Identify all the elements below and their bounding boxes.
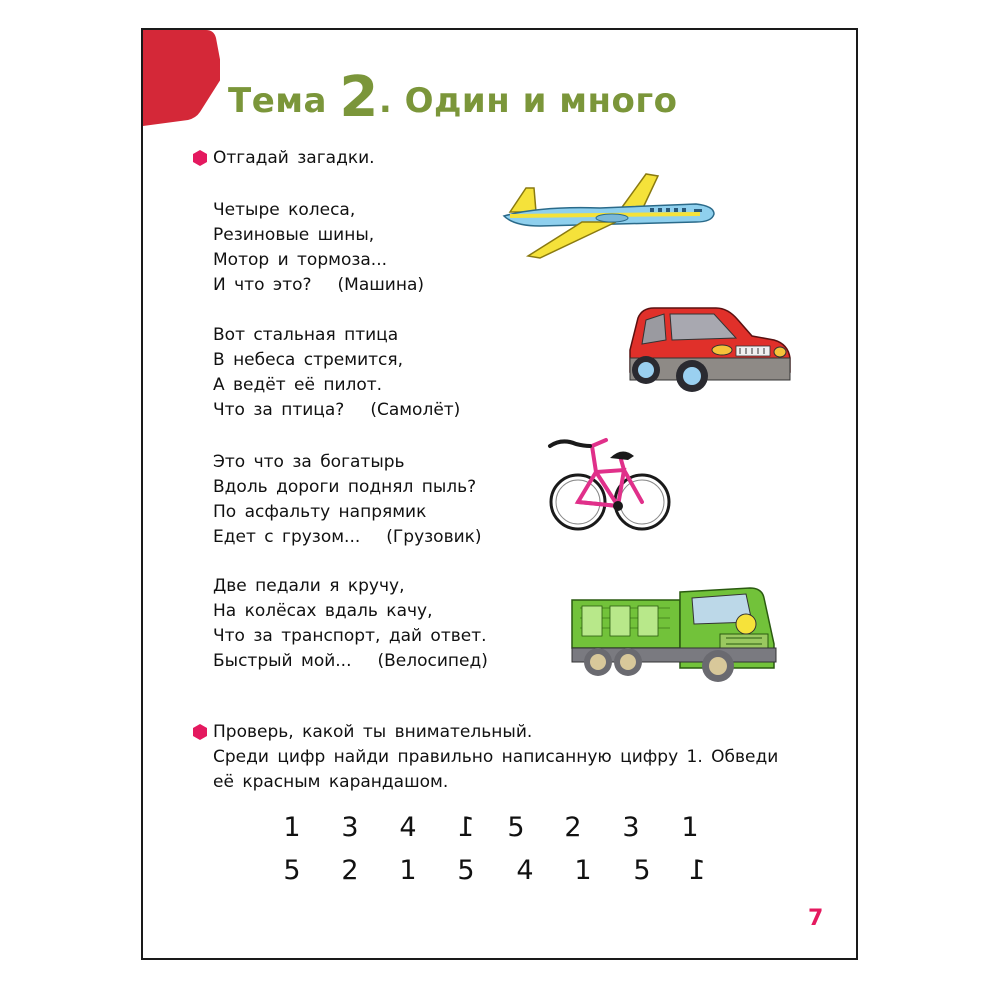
task2-instruction: Проверь, какой ты внимательный. [213,722,533,742]
page-title: Тема 2. Один и много [228,65,678,130]
bicycle-illustration [544,434,674,534]
airplane-illustration [500,172,720,262]
digit[interactable]: 1 [681,812,699,843]
riddle-answer: (Велосипед) [377,651,488,671]
task2-text-line1: Среди цифр найди правильно написанную цифру 1. Обведи [213,747,779,767]
corner-decoration [0,0,220,130]
digit[interactable]: 2 [564,812,582,843]
truck-illustration [570,584,792,694]
digit[interactable]: 1 [399,855,417,886]
digit-mirrored[interactable]: 1 [688,855,706,886]
digit[interactable]: 4 [516,855,534,886]
digit[interactable]: 5 [633,855,651,886]
digits-row-1 [0,812,1000,848]
riddle-1: Четыре колеса, Резиновые шины, Мотор и тормоза... И что это? (Машина) [213,200,425,295]
hexagon-bullet-icon [192,724,208,740]
digit[interactable]: 3 [341,812,359,843]
hexagon-bullet-icon [192,150,208,166]
digit[interactable]: 1 [283,812,301,843]
riddle-4: Две педали я кручу, На колёсах вдаль качу, Что за транспорт, дай ответ. Быстрый мой... (Велосипед) [213,576,488,671]
riddle-2: Вот стальная птица В небеса стремится, А ведёт её пилот. Что за птица? (Самолёт) [213,325,461,420]
riddle-3: Это что за богатырь Вдоль дороги поднял пыль? По асфальту напрямик Едет с грузом... (Грузовик) [213,452,482,547]
task2-text-line2: её красным карандашом. [213,772,449,792]
page-number: 7 [808,906,824,931]
riddle-answer: (Машина) [337,275,425,295]
digit[interactable]: 2 [341,855,359,886]
riddle-answer: (Грузовик) [386,527,482,547]
digit[interactable]: 3 [622,812,640,843]
digit[interactable]: 4 [399,812,417,843]
digit[interactable]: 1 [574,855,592,886]
task1-instruction: Отгадай загадки. [213,148,375,168]
digit[interactable]: 5 [457,855,475,886]
digit-mirrored[interactable]: 1 [457,812,475,843]
digits-row-2 [0,855,1000,891]
digit[interactable]: 5 [283,855,301,886]
car-illustration [624,300,794,400]
digit[interactable]: 5 [507,812,525,843]
riddle-answer: (Самолёт) [370,400,461,420]
